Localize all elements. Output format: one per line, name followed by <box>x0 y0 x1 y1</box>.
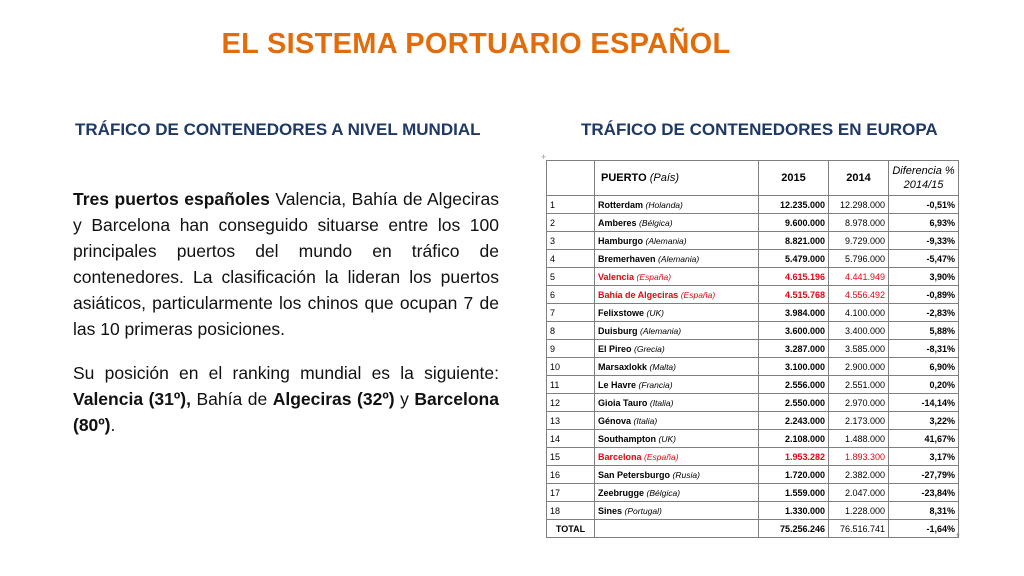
cell-diff: 3,17% <box>889 448 959 466</box>
cell-2015: 9.600.000 <box>759 214 829 232</box>
cell-2014: 2.900.000 <box>829 358 889 376</box>
port-name: Felixstowe <box>598 307 645 318</box>
port-name: Hamburgo <box>598 235 643 246</box>
cell-2015: 8.821.000 <box>759 232 829 250</box>
cell-2015: 1.559.000 <box>759 484 829 502</box>
cell-diff: -27,79% <box>889 466 959 484</box>
cell-port <box>595 376 759 394</box>
cell-2015: 1.953.282 <box>759 448 829 466</box>
port-name: Le Havre <box>598 379 637 390</box>
cell-diff: 8,31% <box>889 502 959 520</box>
port-country: (Portugal) <box>624 505 662 516</box>
body-text <box>73 186 499 456</box>
cell-port <box>595 394 759 412</box>
world-traffic-heading: TRÁFICO DE CONTENEDORES A NIVEL MUNDIAL <box>75 120 481 139</box>
table-row <box>547 394 959 412</box>
header-diff: Diferencia % 2014/15 <box>889 161 959 196</box>
header-port <box>595 161 759 196</box>
cell-diff: -23,84% <box>889 484 959 502</box>
cell-diff: 3,22% <box>889 412 959 430</box>
ranking-valencia: Valencia (31º), <box>73 389 191 409</box>
cell-rank: 13 <box>547 412 595 430</box>
table-row <box>547 214 959 232</box>
port-name: Gioia Tauro <box>598 397 648 408</box>
port-name: Valencia <box>598 271 635 282</box>
cell-diff: 3,90% <box>889 268 959 286</box>
cell-2014: 1.488.000 <box>829 430 889 448</box>
paragraph-ranking <box>73 360 499 438</box>
header-2014: 2014 <box>829 161 889 196</box>
port-name: Zeebrugge <box>598 487 645 498</box>
table-row <box>547 304 959 322</box>
cell-2014: 2.173.000 <box>829 412 889 430</box>
cell-diff: -5,47% <box>889 250 959 268</box>
ranking-bahia-text: Bahía de <box>190 389 273 409</box>
table-row <box>547 250 959 268</box>
ranking-intro: Su posición en el ranking mundial es la siguiente: <box>73 363 499 383</box>
port-country: (Italia) <box>649 397 674 408</box>
table-row <box>547 340 959 358</box>
cell-2014: 1.893.300 <box>829 448 889 466</box>
table-row <box>547 376 959 394</box>
cell-diff: -0,89% <box>889 286 959 304</box>
table-row <box>547 322 959 340</box>
port-country: (Bélgica) <box>646 487 681 498</box>
port-name: Southampton <box>598 433 656 444</box>
cell-diff: -2,83% <box>889 304 959 322</box>
cell-2015: 4.615.196 <box>759 268 829 286</box>
port-country: (Alemania) <box>658 253 700 264</box>
cell-diff: -14,14% <box>889 394 959 412</box>
table-row <box>547 286 959 304</box>
corner-mark: + <box>541 152 547 162</box>
ranking-conjunction: y <box>394 389 415 409</box>
cell-2015: 12.235.000 <box>759 196 829 214</box>
cell-2014: 2.382.000 <box>829 466 889 484</box>
table-row <box>547 196 959 214</box>
cell-2014: 2.970.000 <box>829 394 889 412</box>
cell-rank: 14 <box>547 430 595 448</box>
cell-diff: 41,67% <box>889 430 959 448</box>
cell-diff: -9,33% <box>889 232 959 250</box>
cell-port <box>595 214 759 232</box>
bold-phrase: Tres puertos españoles <box>73 189 270 209</box>
port-name: Barcelona <box>598 451 642 462</box>
cell-rank: 5 <box>547 268 595 286</box>
cell-rank: 15 <box>547 448 595 466</box>
cell-port <box>595 448 759 466</box>
port-country: (Holanda) <box>645 199 683 210</box>
cell-rank: 17 <box>547 484 595 502</box>
cell-2014: 3.400.000 <box>829 322 889 340</box>
table-row <box>547 232 959 250</box>
cell-rank: 11 <box>547 376 595 394</box>
cell-rank: 10 <box>547 358 595 376</box>
cell-2015: 3.984.000 <box>759 304 829 322</box>
header-rank <box>547 161 595 196</box>
cell-port <box>595 268 759 286</box>
header-port-label: PUERTO <box>601 172 647 184</box>
port-country: (Malta) <box>649 361 676 372</box>
port-name: Marsaxlokk <box>598 361 648 372</box>
port-country: (Rusia) <box>672 469 700 480</box>
paragraph-intro <box>73 186 499 342</box>
port-country: (Alemania) <box>645 235 687 246</box>
cell-port <box>595 412 759 430</box>
total-label: TOTAL <box>547 520 595 538</box>
cell-port <box>595 466 759 484</box>
cell-rank: 16 <box>547 466 595 484</box>
cell-port <box>595 196 759 214</box>
cell-diff: 6,93% <box>889 214 959 232</box>
cell-rank: 9 <box>547 340 595 358</box>
table-row <box>547 412 959 430</box>
cell-diff: 5,88% <box>889 322 959 340</box>
cell-diff: -8,31% <box>889 340 959 358</box>
port-country: (España) <box>644 451 679 462</box>
cell-2015: 3.600.000 <box>759 322 829 340</box>
total-2015: 75.256.246 <box>759 520 829 538</box>
total-empty <box>595 520 759 538</box>
cell-rank: 7 <box>547 304 595 322</box>
table-row <box>547 448 959 466</box>
cell-rank: 18 <box>547 502 595 520</box>
port-name: Rotterdam <box>598 199 644 210</box>
port-country: (España) <box>680 289 716 300</box>
port-name: Amberes <box>598 217 637 228</box>
cell-diff: -0,51% <box>889 196 959 214</box>
cell-2014: 5.796.000 <box>829 250 889 268</box>
cell-port <box>595 358 759 376</box>
header-2015: 2015 <box>759 161 829 196</box>
table-total-row <box>547 520 959 538</box>
cell-diff: 0,20% <box>889 376 959 394</box>
cell-port <box>595 484 759 502</box>
cell-2014: 8.978.000 <box>829 214 889 232</box>
cell-port <box>595 322 759 340</box>
cell-2014: 1.228.000 <box>829 502 889 520</box>
cell-2014: 9.729.000 <box>829 232 889 250</box>
port-country: (UK) <box>658 433 676 444</box>
cell-rank: 1 <box>547 196 595 214</box>
cell-rank: 12 <box>547 394 595 412</box>
cell-2015: 3.100.000 <box>759 358 829 376</box>
cell-2015: 2.556.000 <box>759 376 829 394</box>
port-country: (Alemania) <box>640 325 682 336</box>
cell-port <box>595 340 759 358</box>
total-diff: -1,64% <box>889 520 959 538</box>
table-row <box>547 502 959 520</box>
port-country: (Italia) <box>633 415 658 426</box>
table-header-row <box>547 161 959 196</box>
cell-rank: 4 <box>547 250 595 268</box>
port-name: El Pireo <box>598 343 632 354</box>
slide-title: EL SISTEMA PORTUARIO ESPAÑOL <box>221 28 731 60</box>
ports-table <box>546 160 959 538</box>
cell-diff: 6,90% <box>889 358 959 376</box>
port-name: San Petersburgo <box>598 469 671 480</box>
cell-2014: 4.441.949 <box>829 268 889 286</box>
cell-2015: 5.479.000 <box>759 250 829 268</box>
cell-2015: 2.243.000 <box>759 412 829 430</box>
port-country: (España) <box>636 271 672 282</box>
cell-port <box>595 304 759 322</box>
port-country: (Bélgica) <box>639 217 673 228</box>
cell-port <box>595 250 759 268</box>
port-country: (Grecia) <box>634 343 665 354</box>
port-name: Sines <box>598 505 623 516</box>
cell-port <box>595 286 759 304</box>
ranking-end: . <box>110 415 116 435</box>
port-name: Bremerhaven <box>598 253 656 264</box>
cell-rank: 8 <box>547 322 595 340</box>
cell-2014: 2.551.000 <box>829 376 889 394</box>
paragraph-text: Valencia, Bahía de Algeciras y Barcelona han conseguido situarse entre los 100 principales puertos del mundo en tráfico de contenedores. La clasificación la lideran los puertos asiáticos, particularmente los chinos que ocupan 7 de las 10 primeras posiciones. <box>73 189 499 339</box>
cell-rank: 3 <box>547 232 595 250</box>
ranking-barcelona: Barcelona (80º) <box>73 389 499 435</box>
cell-rank: 6 <box>547 286 595 304</box>
cell-2015: 2.550.000 <box>759 394 829 412</box>
cell-2015: 1.330.000 <box>759 502 829 520</box>
cell-port <box>595 232 759 250</box>
cell-2015: 2.108.000 <box>759 430 829 448</box>
cell-2014: 4.556.492 <box>829 286 889 304</box>
cell-2014: 3.585.000 <box>829 340 889 358</box>
header-country-label: (País) <box>649 172 680 184</box>
table-row <box>547 268 959 286</box>
table-row <box>547 466 959 484</box>
cell-2015: 4.515.768 <box>759 286 829 304</box>
corner-mark: + <box>955 530 961 540</box>
port-country: (Francia) <box>638 379 673 390</box>
port-name: Duisburg <box>598 325 638 336</box>
table-row <box>547 484 959 502</box>
port-country: (UK) <box>646 307 665 318</box>
ports-table-container <box>546 160 961 540</box>
table-row <box>547 430 959 448</box>
total-2014: 76.516.741 <box>829 520 889 538</box>
cell-port <box>595 430 759 448</box>
cell-2014: 12.298.000 <box>829 196 889 214</box>
ranking-algeciras: Algeciras (32º) <box>272 389 395 409</box>
cell-2014: 2.047.000 <box>829 484 889 502</box>
cell-2014: 4.100.000 <box>829 304 889 322</box>
cell-2015: 3.287.000 <box>759 340 829 358</box>
port-name: Bahía de Algeciras <box>598 289 679 300</box>
europe-traffic-heading: TRÁFICO DE CONTENEDORES EN EUROPA <box>581 120 938 139</box>
cell-port <box>595 502 759 520</box>
cell-2015: 1.720.000 <box>759 466 829 484</box>
table-row <box>547 358 959 376</box>
cell-rank: 2 <box>547 214 595 232</box>
port-name: Génova <box>598 415 632 426</box>
